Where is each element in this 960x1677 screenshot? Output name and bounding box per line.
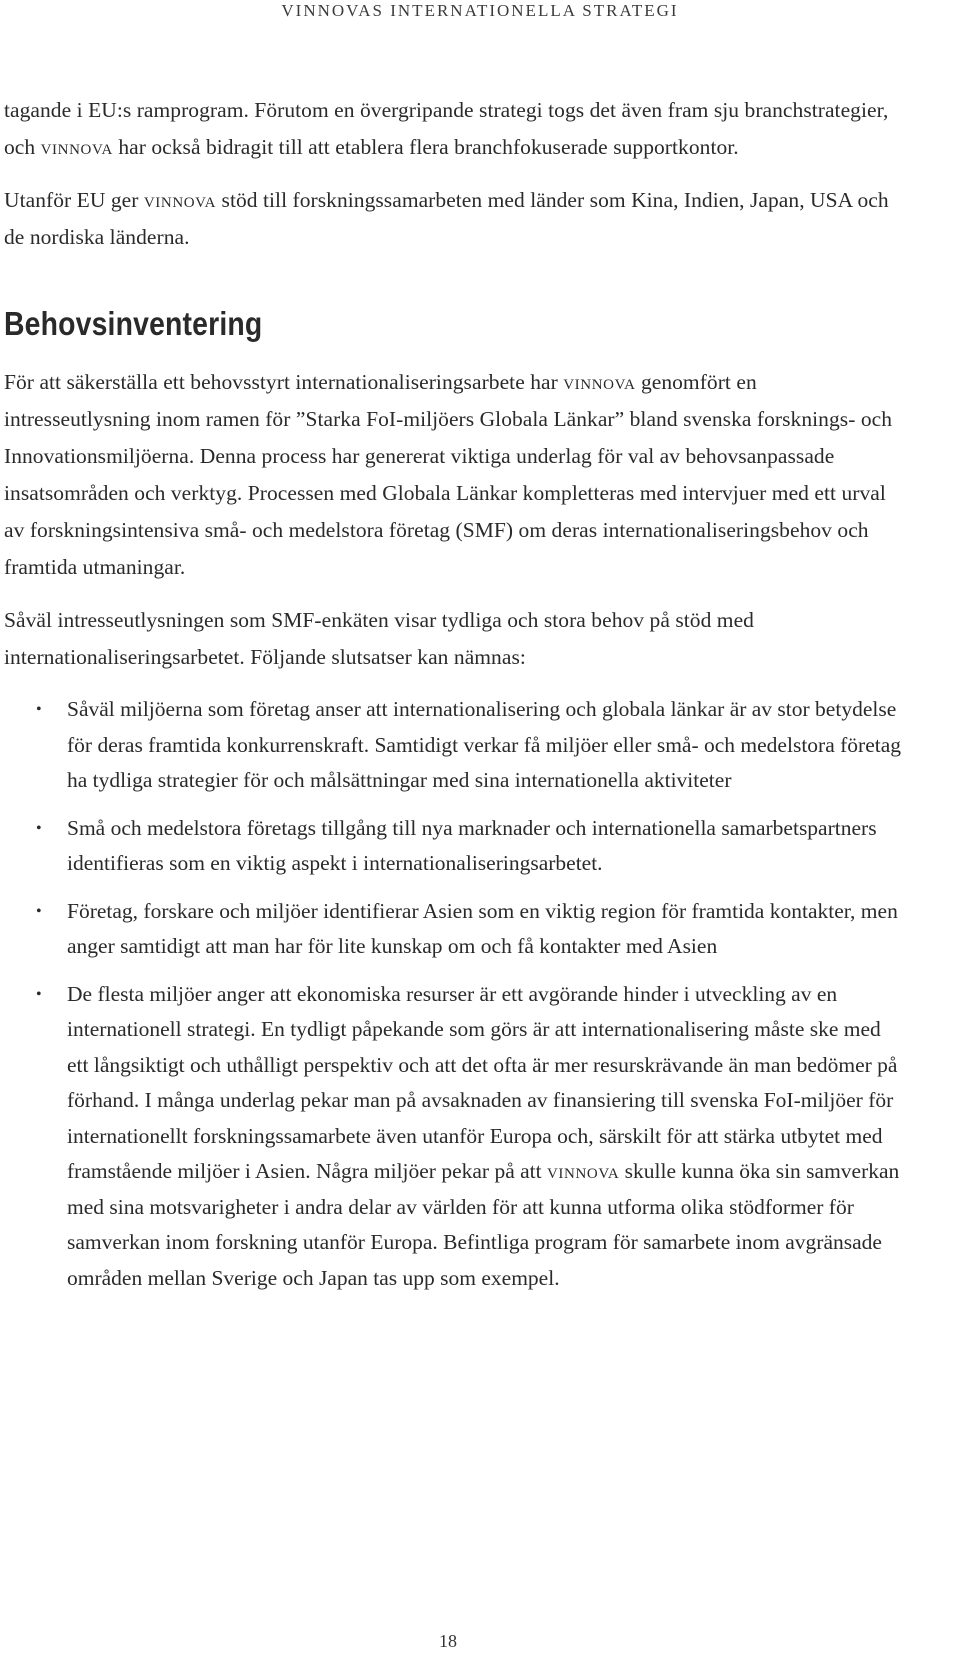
- org-name-vinnova: vinnova: [547, 1159, 620, 1183]
- list-item-text: [67, 982, 899, 1290]
- section-heading: Behovsinventering: [4, 305, 263, 342]
- bullet-icon: •: [36, 819, 42, 837]
- intro-p2-text-b: stöd till forskningssamarbeten med länder som Kina, Indien, Japan, USA och de nordiska länderna.: [4, 188, 889, 249]
- list-item-text-a: De flesta miljöer anger att ekonomiska resurser är ett avgörande hinder i utveckling av en internationell strategi. En tydligt påpekande som görs är att internationalisering måste ske med ett långsiktigt och uthålligt perspektiv och att det ofta är mer resurskrävande än man bedömer på förhand. I många underlag pekar man på avsaknaden av finansiering till svenska FoI-miljöer för internationellt forskningssamarbete även utanför Europa och, särskilt för att stärka utbytet med framstående miljöer i Asien. Några miljöer pekar på att: [67, 981, 898, 1183]
- section-paragraph-2: Såväl intresseutlysningen som SMF-enkäten visar tydliga och stora behov på stöd med internationaliseringsarbetet. Följande slutsatser kan nämnas:: [4, 608, 754, 669]
- list-item: [4, 811, 906, 882]
- intro-p1-text-a: tagande i EU:s ramprogram. Förutom en övergripande strategi togs det även fram sju branchstrategier, och: [4, 98, 889, 159]
- org-name-vinnova: vinnova: [143, 188, 217, 212]
- list-item: [4, 977, 906, 1297]
- bullet-icon: •: [36, 701, 42, 718]
- section-p1-text-b: genomfört en intresseutlysning inom ramen för ”Starka FoI-miljöers Globala Länkar” bland svenska forsknings- och Innovationsmiljöerna. Denna process har genererat viktiga underlag för val av behovsanpassade insatsområden och verktyg. Processen med Globala Länkar kompletteras med intervjuer med ett urval av forskningsintensiva små- och medelstora företag (SMF) om deras internationaliseringsbehov och framtida utmaningar.: [4, 370, 893, 579]
- list-item-text: Små och medelstora företags tillgång till nya marknader och internationella samarbetspartners identifieras som en viktig aspekt i internationaliseringsarbetet.: [67, 815, 877, 875]
- intro-p1-text-b: har också bidragit till att etablera flera branchfokuserade supportkontor.: [112, 135, 739, 159]
- page-content: [4, 92, 906, 1308]
- bullet-icon: •: [36, 985, 42, 1003]
- conclusions-list: [4, 692, 906, 1296]
- intro-paragraph-2: [4, 182, 906, 256]
- section-p1-text-a: För att säkerställa ett behovsstyrt internationaliseringsarbete har: [4, 370, 564, 394]
- running-header: VINNOVAS INTERNATIONELLA STRATEGI: [281, 1, 679, 20]
- intro-paragraph-1: [4, 92, 906, 166]
- org-name-vinnova: vinnova: [40, 135, 113, 159]
- list-item-text-b: skulle kunna öka sin samverkan med sina motsvarigheter i andra delar av världen för att kunna utforma olika stödformer för samverkan inom forskning utanför Europa. Befintliga program för samarbete inom avgränsade områden mellan Sverige och Japan tas upp som exempel.: [67, 1159, 900, 1290]
- bullet-icon: •: [36, 902, 42, 920]
- list-item: [4, 692, 906, 799]
- list-item-text: Företag, forskare och miljöer identifierar Asien som en viktig region för framtida kontakter, men anger samtidigt att man har för lite kunskap om och få kontakter med Asien: [67, 898, 898, 958]
- org-name-vinnova: vinnova: [563, 370, 636, 394]
- intro-p2-text-a: Utanför EU ger: [4, 188, 144, 212]
- list-item: [4, 894, 906, 965]
- section-paragraph-1: [4, 364, 906, 586]
- page-number: 18: [439, 1631, 457, 1651]
- list-item-text: Såväl miljöerna som företag anser att internationalisering och globala länkar är av stor betydelse för deras framtida konkurrenskraft. Samtidigt verkar få miljöer eller små- och medelstora företag ha tydliga strategier för och målsättningar med sina internationella aktiviteter: [67, 697, 901, 792]
